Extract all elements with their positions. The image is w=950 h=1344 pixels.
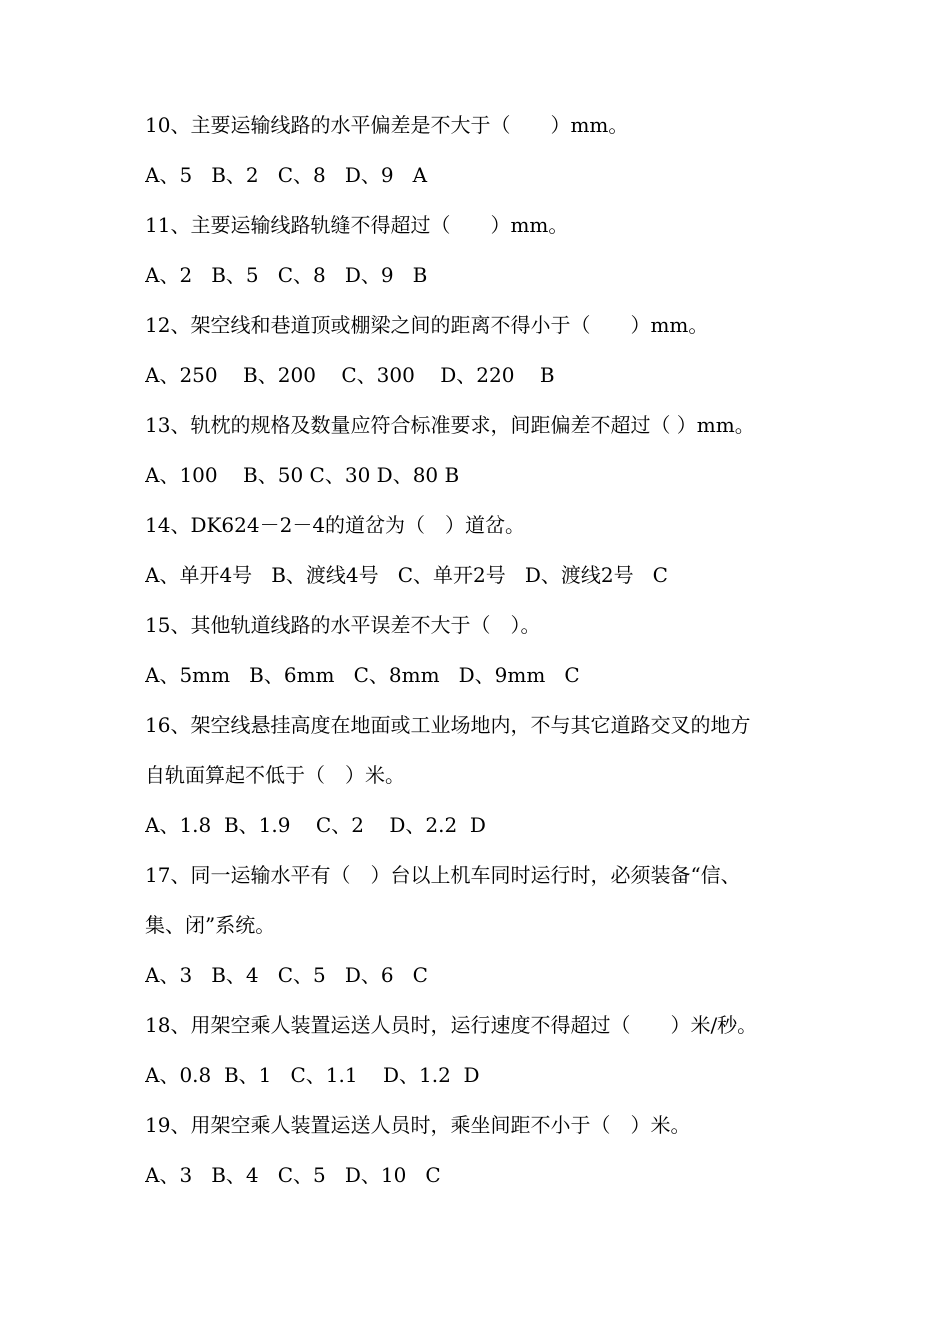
answer-options-17: A、3 B、4 C、5 D、6 C [145,963,428,987]
answer-options-16: A、1.8 B、1.9 C、2 D、2.2 D [145,813,486,837]
question-14: 14、DK624－2－4的道岔为（ ）道岔。 [145,513,526,537]
question-10: 10、主要运输线路的水平偏差是不大于（ ）mm。 [145,113,629,137]
answer-options-13: A、100 B、50 C、30 D、80 B [145,463,460,487]
question-16-part1: 16、架空线悬挂高度在地面或工业场地内，不与其它道路交叉的地方 [145,713,751,737]
question-15: 15、其他轨道线路的水平误差不大于（ ）。 [145,613,541,637]
answer-options-15: A、5mm B、6mm C、8mm D、9mm C [145,663,580,687]
answer-options-18: A、0.8 B、1 C、1.1 D、1.2 D [145,1063,480,1087]
question-17-part2: 集、闭”系统。 [145,913,276,937]
question-list [145,100,835,1200]
question-18: 18、用架空乘人装置运送人员时，运行速度不得超过（ ）米/秒。 [145,1013,758,1037]
question-17-part1: 17、同一运输水平有（ ）台以上机车同时运行时，必须装备“信、 [145,863,741,887]
question-16-part2: 自轨面算起不低于（ ）米。 [145,763,405,787]
answer-options-12: A、250 B、200 C、300 D、220 B [145,363,555,387]
answer-options-14: A、单开4号 B、渡线4号 C、单开2号 D、渡线2号 C [145,563,668,587]
question-11: 11、主要运输线路轨缝不得超过（ ）mm。 [145,213,569,237]
question-19: 19、用架空乘人装置运送人员时，乘坐间距不小于（ ）米。 [145,1113,691,1137]
answer-options-11: A、2 B、5 C、8 D、9 B [145,263,428,287]
answer-options-19: A、3 B、4 C、5 D、10 C [145,1163,441,1187]
question-13: 13、轨枕的规格及数量应符合标准要求，间距偏差不超过（ ）mm。 [145,413,755,437]
answer-options-10: A、5 B、2 C、8 D、9 A [145,163,428,187]
question-12: 12、架空线和巷道顶或棚梁之间的距离不得小于（ ）mm。 [145,313,709,337]
